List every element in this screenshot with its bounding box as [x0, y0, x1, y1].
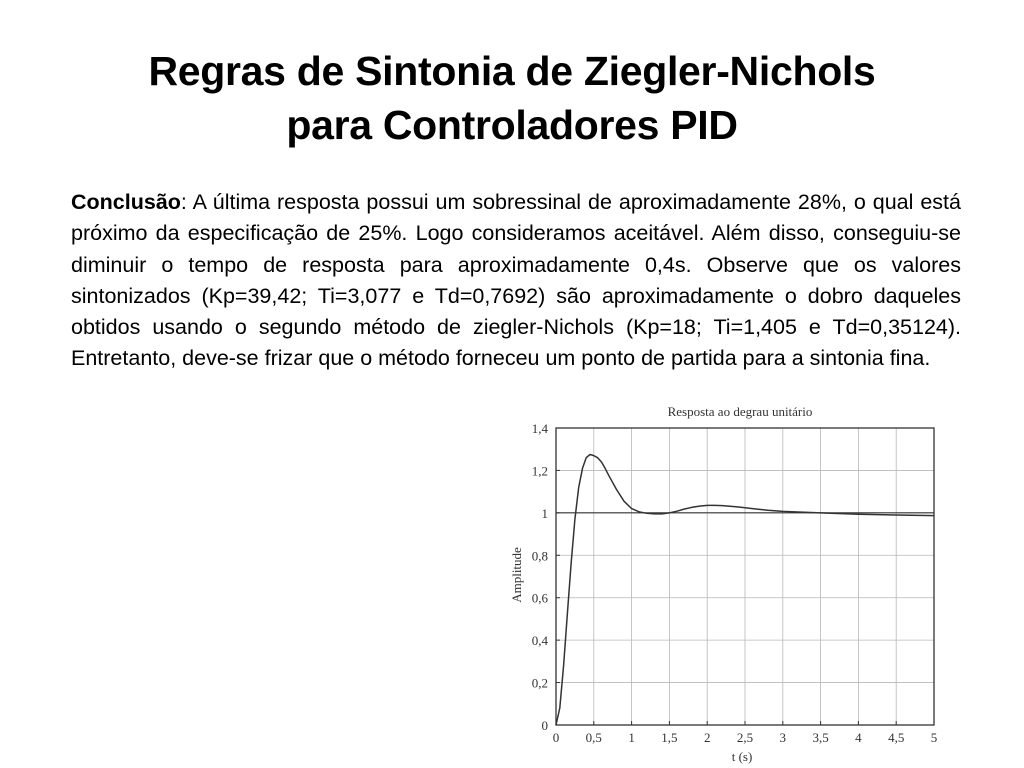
- y-tick-label: 0,6: [531, 590, 548, 606]
- chart-xlabel: t (s): [731, 749, 753, 764]
- conclusion-label: Conclusão: [71, 190, 181, 214]
- x-tick-label: 0: [552, 730, 560, 745]
- x-tick-label: 5: [930, 730, 938, 745]
- title-line-2: para Controladores PID: [286, 102, 738, 148]
- conclusion-paragraph: [71, 187, 961, 375]
- y-tick-label: 1,4: [531, 421, 548, 436]
- y-tick-label: 1: [541, 505, 548, 521]
- conclusion-text: : A última resposta possui um sobressinal de aproximadamente 28%, o qual está próximo da especificação de 25%. Logo consideramos aceitável. Além disso, conseguiu-se diminuir o tempo de resposta para aproximadamente 0,4s. Observe que os valores sintonizados (Kp=39,42; Ti=3,077 e Td=0,7692) são aproximadamente o dobro daqueles obtidos usando o segundo método de ziegler-Nichols (Kp=18; Ti=1,405 e Td=0,35124). Entretanto, deve-se frizar que o método forneceu um ponto de partida para a sintonia fina.: [71, 190, 961, 371]
- y-tick-label: 0,4: [531, 633, 548, 649]
- title-line-1: Regras de Sintonia de Ziegler-Nichols: [148, 48, 876, 94]
- chart-title: Resposta ao degrau unitário: [667, 404, 813, 419]
- x-tick-label: 3,5: [812, 730, 829, 745]
- y-tick-label: 0,8: [531, 548, 548, 564]
- x-tick-label: 4: [855, 730, 862, 745]
- x-tick-label: 2,5: [736, 730, 754, 745]
- x-tick-label: 0,5: [585, 730, 602, 745]
- x-tick-label: 2: [703, 730, 711, 745]
- x-tick-label: 4,5: [888, 730, 905, 745]
- slide-title: [0, 44, 1024, 152]
- chart-svg: [500, 398, 960, 768]
- y-tick-label: 0: [541, 718, 548, 733]
- y-tick-label: 1,2: [531, 463, 548, 479]
- x-tick-label: 3: [779, 730, 787, 745]
- chart-ylabel: Amplitude: [509, 547, 524, 603]
- x-tick-label: 1,5: [661, 730, 678, 745]
- x-tick-label: 1: [628, 730, 635, 745]
- step-response-chart: [500, 398, 960, 768]
- y-tick-label: 0,2: [531, 675, 548, 691]
